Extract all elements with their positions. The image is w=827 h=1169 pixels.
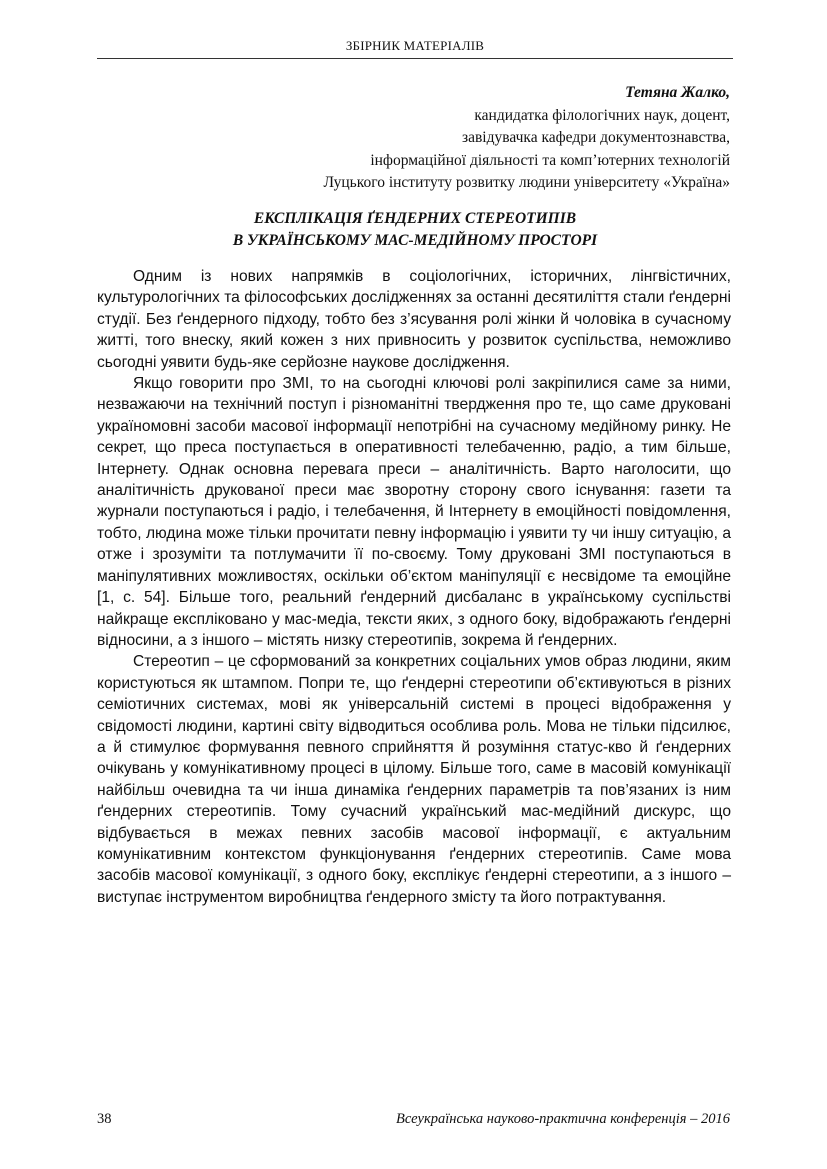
header-rule <box>97 58 733 59</box>
running-header: ЗБІРНИК МАТЕРІАЛІВ <box>345 38 485 53</box>
article-body <box>97 266 731 908</box>
footer-conference: Всеукраїнська науково-практична конференція – 2016 <box>395 1111 730 1127</box>
author-affiliation-line: кандидатка філологічних наук, доцент, <box>474 106 730 124</box>
body-paragraph: Одним із нових напрямків в соціологічних, історичних, лінгвістичних, культурологічних та філософських дослідженнях за останні десятиліття стали ґендерні студії. Без ґендерного підходу, тобто без з’ясування ролі жінки й чоловіка в сучасному житті, того внеску, який кожен з них привносить у розвиток суспільства, неможливо сьогодні уявити будь-яке серйозне наукове дослідження. <box>97 268 731 371</box>
author-affiliation-line: Луцького інституту розвитку людини університету «Україна» <box>323 174 730 191</box>
article-title-line: ЕКСПЛІКАЦІЯ ҐЕНДЕРНИХ СТЕРЕОТИПІВ <box>253 210 577 227</box>
article-title <box>97 208 733 252</box>
page-number: 38 <box>97 1111 112 1127</box>
article-title-line: В УКРАЇНСЬКОМУ МАС-МЕДІЙНОМУ ПРОСТОРІ <box>232 232 598 249</box>
body-paragraph: Стереотип – це сформований за конкретних соціальних умов образ людини, яким користуються як штампом. Попри те, що ґендерні стереотипи об’єктивуються в різних семіотичних системах, мові як універсальній системі в процесі відображення у свідомості людини, картині світу відводиться особлива роль. Мова не тільки підсилює, а й стимулює формування певного сприйняття й розуміння статус-кво й ґендерних очікувань у комунікативному процесі в цілому. Більше того, саме в масовій комунікації найбільш очевидна та чи інша динаміка ґендерних параметрів та пов’язаних із ним ґендерних стереотипів. Тому сучасний український мас-медійний дискурс, що відбувається в межах певних засобів масової інформації, є актуальним комунікативним контекстом функціонування ґендерних стереотипів. Саме мова засобів масової комунікації, з одного боку, експлікує ґендерні стереотипи, а з іншого – виступає інструментом виробництва ґендерного змісту та його потрактування. <box>97 653 731 906</box>
body-paragraph: Якщо говорити про ЗМІ, то на сьогодні ключові ролі закріпилися саме за ними, незважаючи на технічний поступ і різноманітні твердження про те, що саме друковані україномовні засоби масової інформації непотрібні на сучасному медійному ринку. Не секрет, що преса поступається в оперативності телебаченню, радіо, а тим більше, Інтернету. Однак основна перевага преси – аналітичність. Варто наголосити, що аналітичність друкованої преси має зворотну сторону свого існування: газети та журнали поступаються і радіо, і телебачення, й Інтернету в емоційності повідомлення, тобто, людина може тільки прочитати певну інформацію і уявити ту чи іншу ситуацію, а отже і зрозуміти та потлумачити її по-своєму. Тому друковані ЗМІ поступаються в маніпулятивних можливостях, оскільки об’єктом маніпуляції є несвідоме та емоційне [1, с. 54]. Більше того, реальний ґендерний дисбаланс в українському суспільстві найкраще експліковано у мас-медіа, тексти яких, з одного боку, відображають ґендерні відносини, а з іншого – містять низку стереотипів, зокрема й ґендерних. <box>97 375 731 649</box>
author-affiliation-line: завідувачка кафедри документознавства, <box>461 129 730 146</box>
author-block <box>130 82 730 195</box>
author-name: Тетяна Жалко, <box>625 84 730 101</box>
author-affiliation-line: інформаційної діяльності та комп’ютерних технологій <box>370 151 730 169</box>
